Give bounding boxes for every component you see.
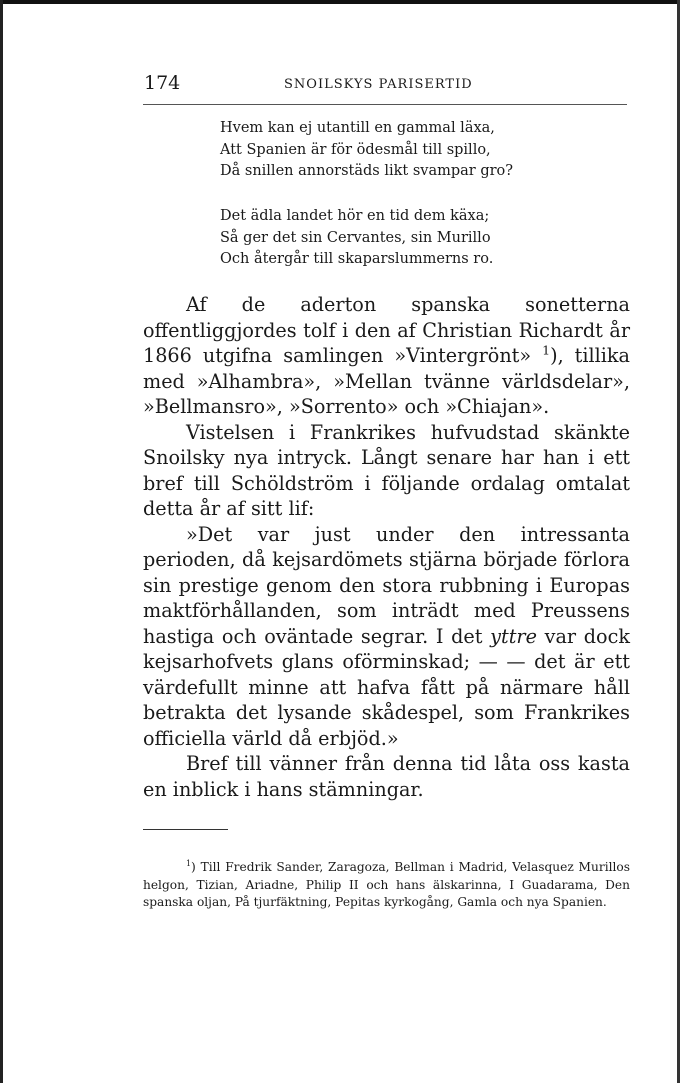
footnote-text: Till Fredrik Sander, Zaragoza, Bellman i Madrid, Velasquez Murillos helgon, Tizian, Ariadne, Philip II och hans älskarinna, I Guadarama, Den spanska oljan, På tjurfäktning, Pepitas kyrkogång, Gamla och nya Spanien. — [143, 860, 630, 909]
poem-line: Och återgår till skaparslummerns ro. — [220, 251, 494, 267]
paragraph-sonnets — [143, 292, 630, 420]
emphasis-text: yttre — [490, 624, 537, 648]
paragraph-text: var dock kejsarhofvets glans oförminskad; — — det är ett värdefullt minne att hafva fått på närmare håll betrakta det lysande skådespel, som Frankrikes officiella värld då erbjöd.» — [143, 624, 630, 750]
poem-stanza-1 — [220, 118, 513, 183]
header-rule — [143, 104, 627, 105]
poem-stanza-2 — [220, 206, 493, 271]
body-text — [143, 292, 630, 802]
paragraph-text: ), tillika med »Alhambra», »Mellan tvänne världsdelar», »Bellmansro», »Sorrento» och »Chiajan». — [143, 344, 630, 418]
paragraph-text: Af de aderton spanska sonetterna offentliggjordes tolf i den af Christian Richardt år 1866 utgifna samlingen »Vintergrönt» — [143, 293, 630, 367]
poem-line: Det ädla landet hör en tid dem käxa; — [220, 208, 490, 224]
poem-line: Då snillen annorstäds likt svampar gro? — [220, 163, 514, 179]
footnote-marker-paren: ) — [191, 860, 196, 874]
footnote — [143, 859, 630, 912]
poem-line: Så ger det sin Cervantes, sin Murillo — [220, 229, 491, 246]
running-head: SNOILSKYS PARISERTID — [284, 77, 473, 92]
paragraph-quote — [143, 522, 630, 752]
paragraph-text: »Det var just under den intressanta perioden, då kejsardömets stjärna började förlora sin prestige genom den stora rubbning i Europas maktförhållanden, som inträdt med Preussens hastiga och oväntade segrar. I det — [143, 522, 630, 648]
scan-edge-left — [0, 0, 3, 1083]
scan-edge-top — [0, 0, 680, 4]
footnote-rule — [143, 829, 228, 830]
poem-line: Hvem kan ej utantill en gammal läxa, — [220, 120, 495, 136]
poem-line: Att Spanien är för ödesmål till spillo, — [220, 141, 491, 158]
paragraph-paris: Vistelsen i Frankrikes hufvudstad skänkte Snoilsky nya intryck. Långt senare har han i ett bref till Schöldström i följande ordalag omtalat detta år af sitt lif: — [143, 420, 630, 520]
paragraph-letters: Bref till vänner från denna tid låta oss kasta en inblick i hans stämningar. — [143, 752, 630, 801]
footnote-reference[interactable]: 1 — [542, 342, 551, 358]
page-number: 174 — [144, 72, 181, 94]
footnote-marker: 1 — [186, 858, 192, 868]
